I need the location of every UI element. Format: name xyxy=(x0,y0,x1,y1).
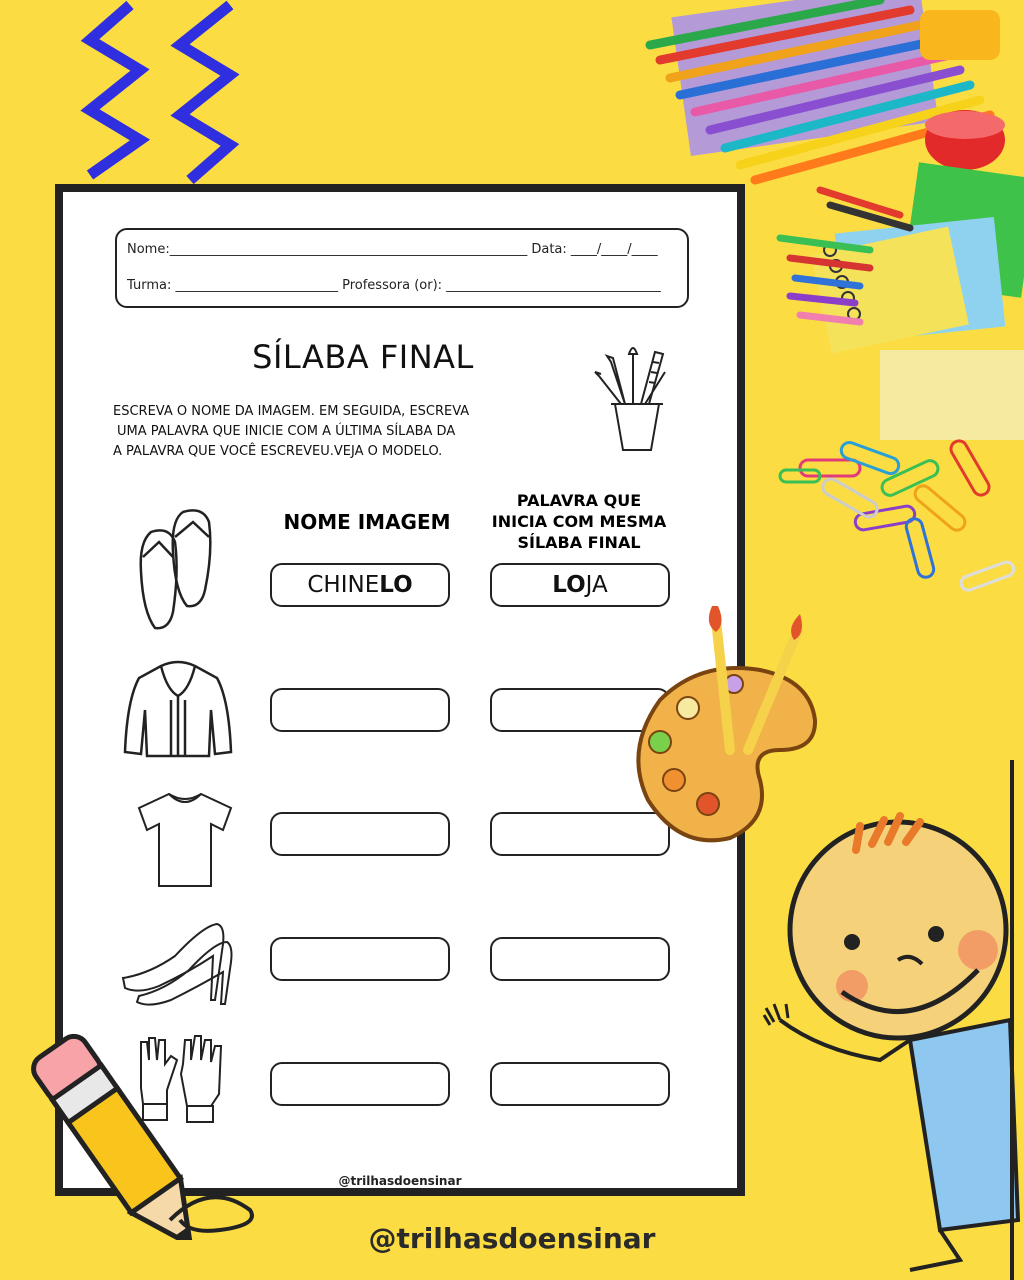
example-name-start: CHINE xyxy=(307,572,380,598)
high-heel-icon xyxy=(119,916,237,1006)
answer-box-word[interactable] xyxy=(490,1062,670,1106)
worksheet-footer-handle: @trilhasdoensinar xyxy=(338,1174,462,1188)
answer-box-name[interactable] xyxy=(270,937,450,981)
answer-box-word[interactable] xyxy=(490,937,670,981)
pencil-cup-icon xyxy=(593,342,673,452)
example-word-first-syllable: LO xyxy=(552,572,586,598)
instructions xyxy=(113,402,533,462)
instruction-line: UMA PALAVRA QUE INICIE COM A ÚLTIMA SÍLABA DA xyxy=(117,424,456,439)
name-date-line[interactable]: Nome:_______________________________________________________ Data: ____/____/____ xyxy=(127,242,658,257)
example-word-end: JA xyxy=(585,572,608,598)
page-footer-handle: @trilhasdoensinar xyxy=(368,1222,656,1255)
student-info-box xyxy=(115,228,689,308)
answer-box-name[interactable] xyxy=(270,688,450,732)
pencil-illustration xyxy=(20,1020,270,1240)
blue-zigzag-decoration xyxy=(70,0,260,190)
class-teacher-line[interactable]: Turma: _________________________ Professora (or): _________________________________ xyxy=(127,278,661,293)
example-image-name-box xyxy=(270,563,450,607)
column-header-word xyxy=(481,490,677,553)
paper-clips-image xyxy=(760,430,1024,600)
column-header-name: NOME IMAGEM xyxy=(283,510,451,534)
jacket-icon xyxy=(121,660,235,760)
tshirt-icon xyxy=(133,790,237,890)
answer-box-name[interactable] xyxy=(270,812,450,856)
instruction-line: ESCREVA O NOME DA IMAGEM. EM SEGUIDA, ESCREVA xyxy=(113,404,470,419)
cartoon-kid-illustration xyxy=(760,760,1024,1280)
column-header-word-line: SÍLABA FINAL xyxy=(517,533,641,552)
answer-box-name[interactable] xyxy=(270,1062,450,1106)
flip-flops-icon xyxy=(133,502,223,632)
column-header-word-line: INICIA COM MESMA xyxy=(491,512,667,531)
instruction-line: A PALAVRA QUE VOCÊ ESCREVEU.VEJA O MODELO. xyxy=(113,444,443,459)
worksheet-title: SÍLABA FINAL xyxy=(252,338,474,376)
example-name-final-syllable: LO xyxy=(379,572,413,598)
column-header-word-line: PALAVRA QUE xyxy=(516,491,642,510)
